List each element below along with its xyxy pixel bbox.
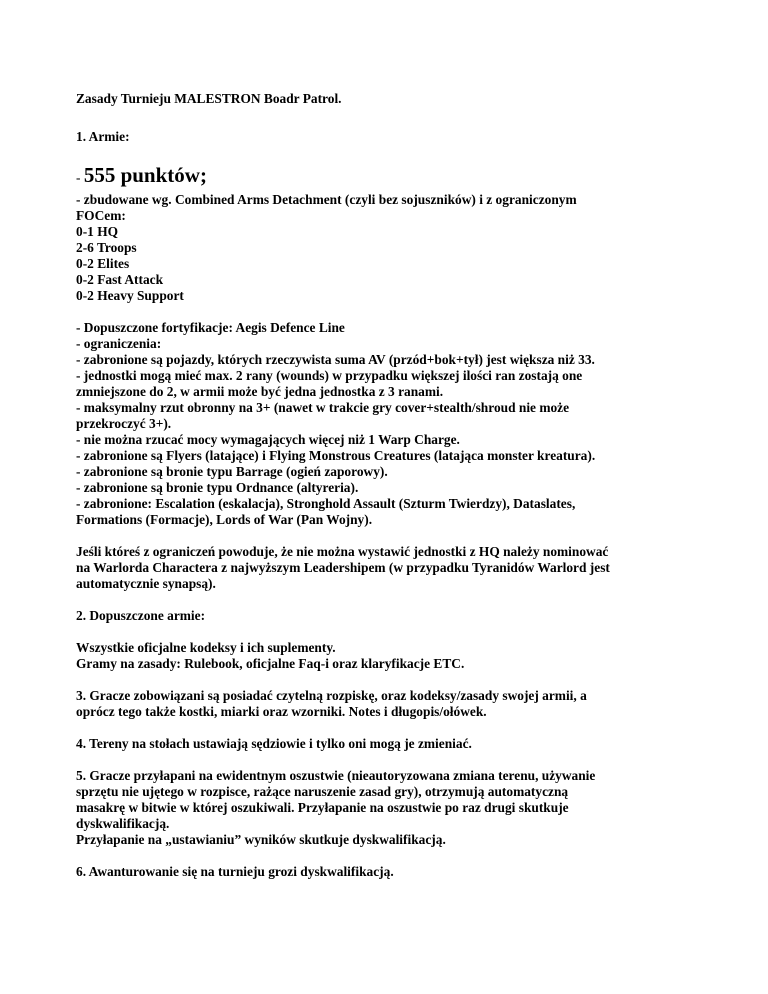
section-3-paragraph xyxy=(76,688,716,720)
restriction-line: - maksymalny rzut obronny na 3+ (nawet w trakcie gry cover+stealth/shroud nie może xyxy=(76,400,570,415)
restrictions-paragraph xyxy=(76,320,716,528)
hq-note-line: automatycznie synapsą). xyxy=(76,576,216,591)
document-page xyxy=(76,91,716,880)
section-2-heading: 2. Dopuszczone armie: xyxy=(76,608,206,623)
hq-note-line: na Warlorda Charactera z najwyższym Leadershipem (w przypadku Tyranidów Warlord jest xyxy=(76,560,610,575)
points-limit xyxy=(76,161,716,192)
restriction-line: - jednostki mogą mieć max. 2 rany (wounds) w przypadku większej ilości ran zostają one xyxy=(76,368,583,383)
section-5-line: Przyłapanie na „ustawianiu” wyników skutkuje dyskwalifikacją. xyxy=(76,832,446,847)
document-title: Zasady Turnieju MALESTRON Boadr Patrol. xyxy=(76,91,342,106)
section-5-line: dyskwalifikacją. xyxy=(76,816,170,831)
restriction-line: - zabronione są bronie typu Barrage (ogień zaporowy). xyxy=(76,464,388,479)
section-3-line: oprócz tego także kostki, miarki oraz wzorniki. Notes i długopis/ołówek. xyxy=(76,704,487,719)
foc-item: 0-1 HQ xyxy=(76,224,119,239)
section-5-line: 5. Gracze przyłapani na ewidentnym oszustwie (nieautoryzowana zmiana terenu, używanie xyxy=(76,768,596,783)
section-1-heading: 1. Armie: xyxy=(76,129,130,144)
detachment-paragraph xyxy=(76,192,716,304)
foc-item: 0-2 Heavy Support xyxy=(76,288,184,303)
points-value: 555 punktów; xyxy=(83,163,207,187)
section-4-line: 4. Tereny na stołach ustawiają sędziowie i tylko oni mogą je zmieniać. xyxy=(76,736,472,751)
restriction-line: - zabronione: Escalation (eskalacja), Stronghold Assault (Szturm Twierdzy), Dataslates, xyxy=(76,496,576,511)
section-5-line: masakrę w bitwie w której oszukiwali. Przyłapanie na oszustwie po raz drugi skutkuje xyxy=(76,800,569,815)
restriction-line: Formations (Formacje), Lords of War (Pan Wojny). xyxy=(76,512,373,527)
section-5-line: sprzętu nie ujętego w rozpisce, rażące naruszenie zasad gry), otrzymują automatyczną xyxy=(76,784,569,799)
detachment-line: FOCem: xyxy=(76,208,126,223)
foc-item: 2-6 Troops xyxy=(76,240,137,255)
restriction-line: zmniejszone do 2, w armii może być jedna jednostka z 3 ranami. xyxy=(76,384,444,399)
detachment-line: - zbudowane wg. Combined Arms Detachment (czyli bez sojuszników) i z ograniczonym xyxy=(76,192,577,207)
restriction-line: - zabronione są pojazdy, których rzeczywista suma AV (przód+bok+tył) jest większa niż 33. xyxy=(76,352,595,367)
section-2-line: Gramy na zasady: Rulebook, oficjalne Faq-i oraz klaryfikacje ETC. xyxy=(76,656,465,671)
restriction-line: - zabronione są bronie typu Ordnance (altyreria). xyxy=(76,480,359,495)
restriction-line: - ograniczenia: xyxy=(76,336,162,351)
section-3-line: 3. Gracze zobowiązani są posiadać czytelną rozpiskę, oraz kodeksy/zasady swojej armii, a xyxy=(76,688,587,703)
restriction-line: - zabronione są Flyers (latające) i Flying Monstrous Creatures (latająca monster kreatura). xyxy=(76,448,596,463)
section-2-line: Wszystkie oficjalne kodeksy i ich suplementy. xyxy=(76,640,336,655)
restriction-line: - Dopuszczone fortyfikacje: Aegis Defence Line xyxy=(76,320,345,335)
restriction-line: - nie można rzucać mocy wymagających więcej niż 1 Warp Charge. xyxy=(76,432,460,447)
section-6-line: 6. Awanturowanie się na turnieju grozi dyskwalifikacją. xyxy=(76,864,394,879)
foc-item: 0-2 Fast Attack xyxy=(76,272,164,287)
hq-note-paragraph xyxy=(76,544,716,592)
section-5-paragraph xyxy=(76,768,716,848)
hq-note-line: Jeśli któreś z ograniczeń powoduje, że nie można wystawić jednostki z HQ należy nominować xyxy=(76,544,609,559)
section-6-paragraph xyxy=(76,864,716,880)
points-dash: - xyxy=(76,170,81,185)
section-2-paragraph xyxy=(76,640,716,672)
section-4-paragraph xyxy=(76,736,716,752)
restriction-line: przekroczyć 3+). xyxy=(76,416,172,431)
foc-item: 0-2 Elites xyxy=(76,256,130,271)
